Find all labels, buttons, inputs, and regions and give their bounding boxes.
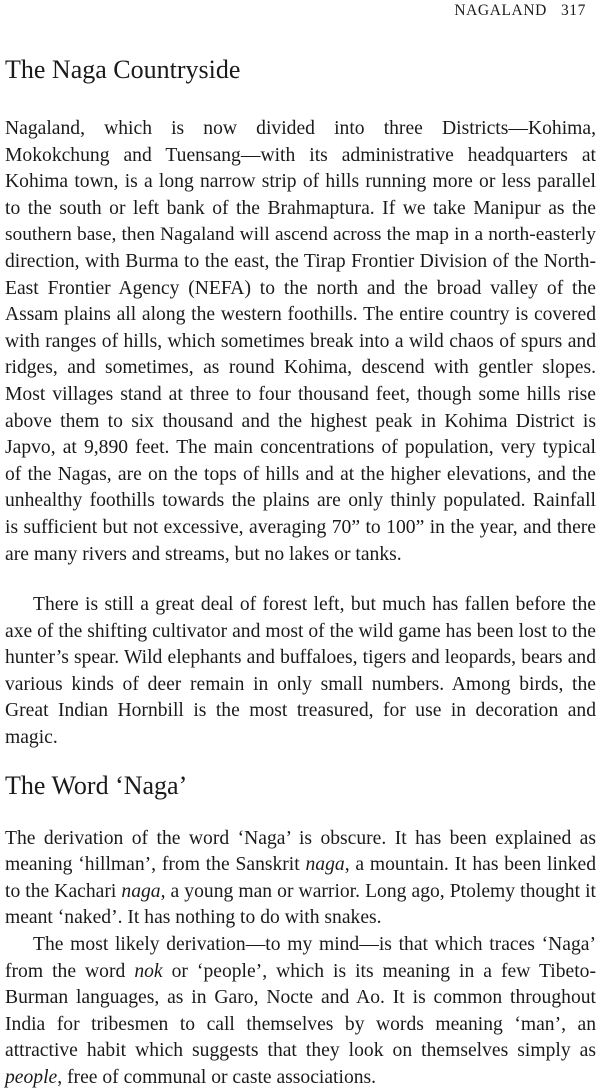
text-line: ridges, and sometimes, as round Kohima, descend with gentler slopes. [5, 357, 596, 379]
text-line: Japvo, at 9,890 feet. The main concentrations of population, very typical [5, 437, 596, 459]
text-line: Mokokchung and Tuensang—with its administrative headquarters at [5, 144, 596, 166]
text-line: direction, with Burma to the east, the Tirap Frontier Division of the North- [5, 250, 596, 272]
paragraph-derivation: The derivation of the word ‘Naga’ is obscure. It has been explained as meaning ‘hillman’, from the Sanskrit naga, a mountain. It has been linked to the Kachari naga, a young man or warrior. Long ago, Ptolemy thought it meant ‘naked’. It has nothing to do with snakes. [5, 827, 596, 929]
page-body [5, 52, 596, 1092]
text-line: are many rivers and streams, but no lakes or tanks. [5, 543, 402, 565]
text-line: above them to six thousand and the highest peak in Kohima District is [5, 410, 596, 432]
text-line: Most villages stand at three to four thousand feet, though some hills rise [5, 383, 596, 405]
text-line: to the south or left bank of the Brahmaptura. If we take Manipur as the [5, 197, 596, 219]
paragraph-geography [5, 116, 596, 568]
text-line: is sufficient but not excessive, averaging 70” to 100” in the year, and there [5, 516, 596, 538]
running-head [454, 0, 586, 22]
text-line: southern base, then Nagaland will ascend across the map in a north-easterly [5, 224, 596, 246]
running-title: NAGALAND [454, 2, 547, 19]
text-line: Assam plains all along the western foothills. The entire country is covered [5, 304, 596, 326]
text-line: Kohima town, is a long narrow strip of hills running more or less parallel [5, 171, 596, 193]
paragraph-likely-derivation: The most likely derivation—to my mind—is that which traces ‘Naga’ from the word nok or ‘people’, which is its meaning in a few Tibeto-Burman languages, as in Garo, Nocte and Ao. It is common throughout India for tribesmen to call themselves by words meaning ‘man’, an attractive habit which suggests that they look on themselves simply as people, free of communal or caste associations. [5, 934, 596, 1088]
text-line: unhealthy foothills towards the plains are only thinly populated. Rainfall [5, 490, 596, 512]
section-heading-word-naga: The Word ‘Naga’ [5, 770, 188, 800]
text-line: with ranges of hills, which sometimes break into a wild chaos of spurs and [5, 330, 596, 352]
page-number: 317 [560, 2, 586, 19]
text-line: of the Nagas, are on the tops of hills and at the higher elevations, and the [5, 463, 596, 485]
paragraph-forest-wildlife: There is still a great deal of forest left, but much has fallen before the axe of the shifting cultivator and most of the wild game has been lost to the hunter’s spear. Wild elephants and buffaloes, tigers and leopards, bears and various kinds of deer remain in only small numbers. Among birds, the Great Indian Hornbill is the most treasured, for use in decoration and magic. [5, 594, 596, 749]
text-line: Nagaland, which is now divided into three Districts—Kohima, [5, 118, 596, 139]
text-line: East Frontier Agency (NEFA) to the north and the broad valley of the [5, 277, 596, 299]
section-heading-naga-countryside: The Naga Countryside [5, 55, 241, 84]
